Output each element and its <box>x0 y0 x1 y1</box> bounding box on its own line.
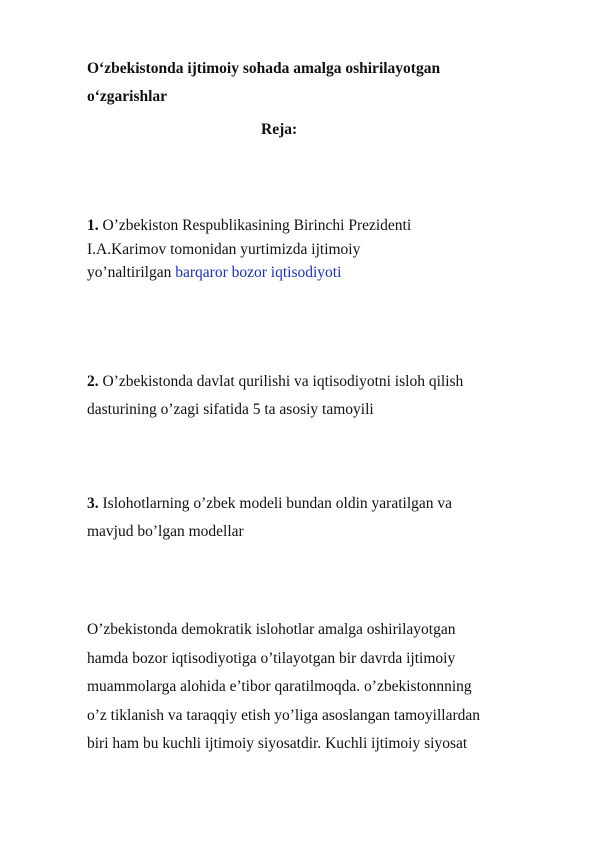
plan-item-1-line-3 <box>87 261 547 285</box>
body-line-3: muammolarga alohida e’tibor qaratilmoqda. o’zbekistonnning <box>87 678 472 695</box>
economy-link[interactable]: barqaror bozor iqtisodiyoti <box>175 264 342 281</box>
body-line-2: hamda bozor iqtisodiyotiga o’tilayotgan bir davrda ijtimoiy <box>87 649 456 667</box>
plan-heading: Reja: <box>261 121 298 138</box>
plan-item-3-line-1 <box>87 490 547 518</box>
plan-item-1-text-1: O’zbekiston Respublikasining Birinchi Prezidenti <box>98 217 412 234</box>
plan-item-2-text-1: O’zbekistonda davlat qurilishi va iqtisodiyotni isloh qilish <box>98 373 464 390</box>
plan-item-2-line-1 <box>87 368 547 396</box>
document-title <box>87 55 527 111</box>
body-line-4: o’z tiklanish va taraqqiy etish yo’liga asoslangan tamoyillardan <box>87 706 480 724</box>
plan-item-2-line-2: dasturining o’zagi sifatida 5 ta asosiy tamoyili <box>87 401 374 418</box>
plan-item-2-number: 2. <box>87 373 99 390</box>
plan-item-1 <box>87 214 547 285</box>
plan-item-1-line-1 <box>87 214 547 238</box>
plan-item-1-number: 1. <box>87 217 99 234</box>
plan-item-1-line-2: I.A.Karimov tomonidan yurtimizda ijtimoiy <box>87 240 361 258</box>
title-line-1: O‘zbekistonda ijtimoiy sohada amalga oshirilayotgan <box>87 60 441 77</box>
body-line-5: biri ham bu kuchli ijtimoiy siyosatdir. Kuchli ijtimoiy siyosat <box>87 735 468 752</box>
plan-item-3 <box>87 490 547 546</box>
body-paragraph <box>87 616 557 759</box>
plan-item-1-text-3: yo’naltirilgan <box>87 264 176 281</box>
plan-item-2 <box>87 368 547 424</box>
plan-item-3-number: 3. <box>87 495 99 512</box>
plan-item-3-text-1: Islohotlarning o’zbek modeli bundan oldin yaratilgan va <box>98 495 453 512</box>
plan-item-3-line-2: mavjud bo’lgan modellar <box>87 523 244 540</box>
body-line-1: O’zbekistonda demokratik islohotlar amalga oshirilayotgan <box>87 621 456 638</box>
title-line-2: o‘zgarishlar <box>87 88 168 105</box>
